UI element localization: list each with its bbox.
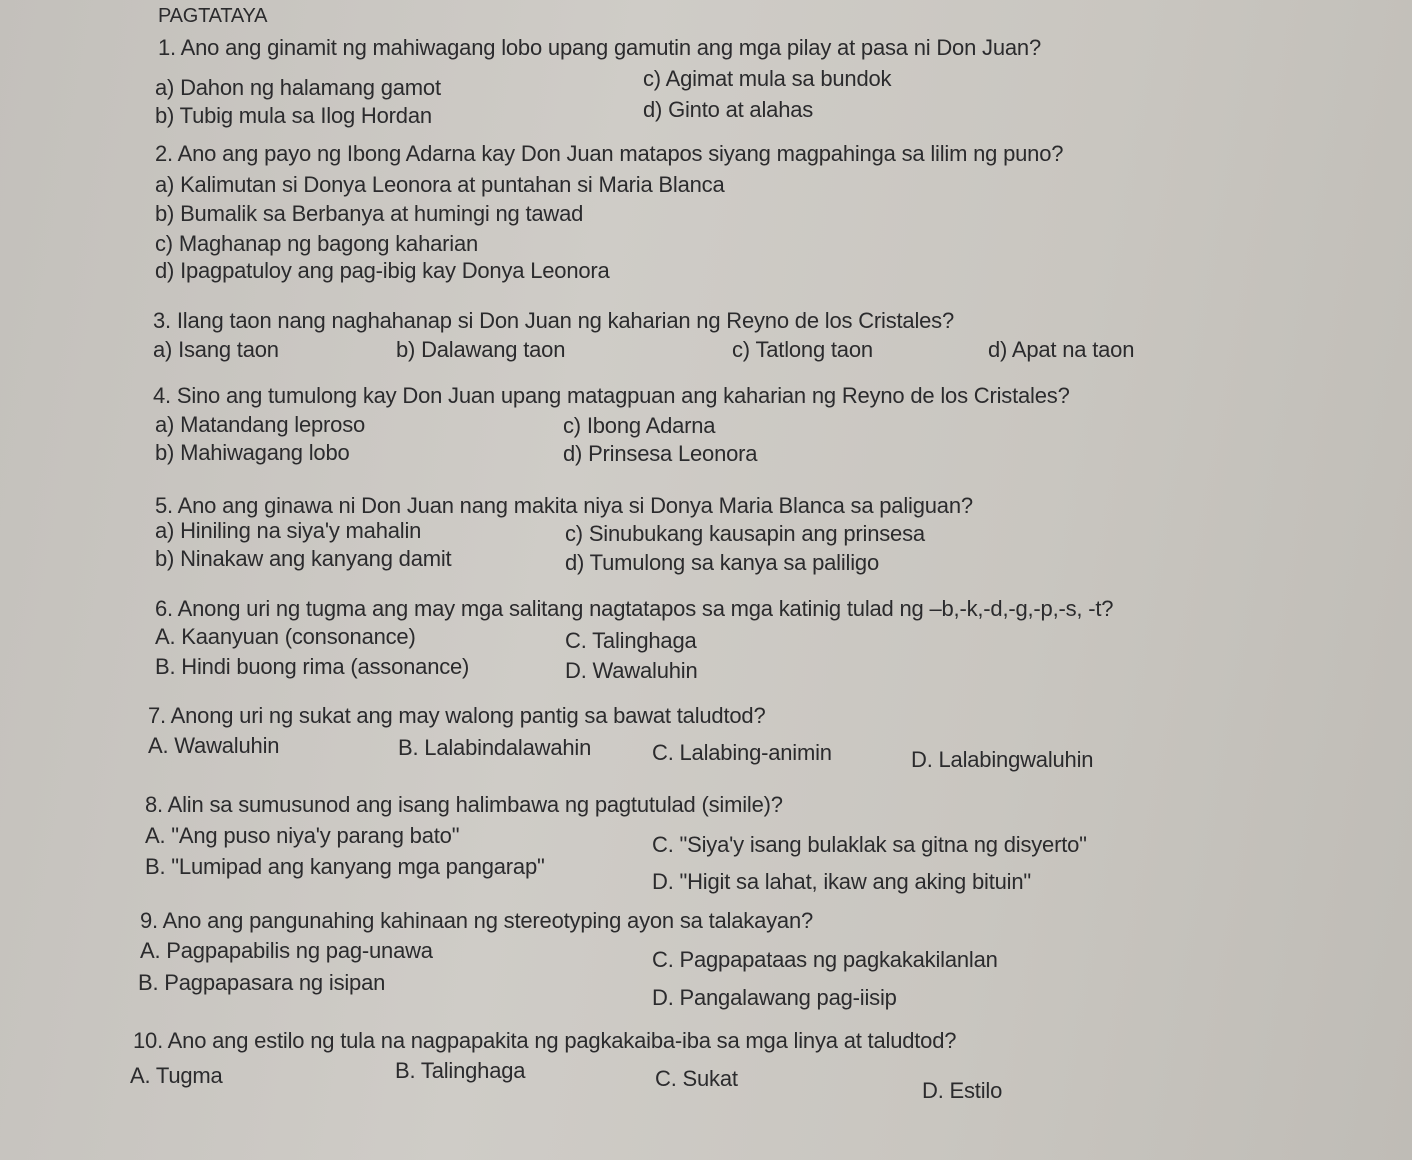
option-2a: a) Kalimutan si Donya Leonora at puntahan si Maria Blanca [155,172,725,197]
option-3c: c) Tatlong taon [732,337,873,362]
option-5a: a) Hiniling na siya'y mahalin [155,518,422,543]
option-3a: a) Isang taon [153,337,279,362]
worksheet-title: PAGTATAYA [158,5,268,27]
option-10a: A. Tugma [130,1063,223,1088]
option-6c: C. Talinghaga [565,628,697,653]
option-2c: c) Maghanap ng bagong kaharian [155,231,479,256]
option-2d: d) Ipagpatuloy ang pag-ibig kay Donya Leonora [155,258,610,283]
option-1c: c) Agimat mula sa bundok [643,66,892,91]
option-4a: a) Matandang leproso [155,412,366,437]
option-5b: b) Ninakaw ang kanyang damit [155,546,452,571]
option-5d: d) Tumulong sa kanya sa paliligo [565,550,880,575]
option-2b: b) Bumalik sa Berbanya at humingi ng tawad [155,201,584,226]
option-7c: C. Lalabing-animin [652,740,832,765]
option-9d: D. Pangalawang pag-iisip [652,985,897,1010]
question-8: 8. Alin sa sumusunod ang isang halimbawa ng pagtutulad (simile)? [145,792,783,817]
option-9a: A. Pagpapabilis ng pag-unawa [140,938,433,963]
option-8c: C. "Siya'y isang bulaklak sa gitna ng disyerto" [652,832,1087,857]
option-6d: D. Wawaluhin [565,658,698,683]
option-1a: a) Dahon ng halamang gamot [155,75,441,100]
option-8a: A. "Ang puso niya'y parang bato" [145,823,460,848]
option-3d: d) Apat na taon [988,337,1135,362]
question-10: 10. Ano ang estilo ng tula na nagpapakita ng pagkakaiba-iba sa mga linya at taludtod? [133,1028,957,1053]
option-3b: b) Dalawang taon [396,337,566,362]
question-5: 5. Ano ang ginawa ni Don Juan nang makita niya si Donya Maria Blanca sa paliguan? [155,493,973,518]
option-10d: D. Estilo [922,1078,1003,1103]
question-3: 3. Ilang taon nang naghahanap si Don Juan ng kaharian ng Reyno de los Cristales? [153,308,955,333]
question-9: 9. Ano ang pangunahing kahinaan ng stereotyping ayon sa talakayan? [140,908,814,933]
question-2: 2. Ano ang payo ng Ibong Adarna kay Don Juan matapos siyang magpahinga sa lilim ng puno? [155,141,1064,166]
option-5c: c) Sinubukang kausapin ang prinsesa [565,521,925,546]
option-7a: A. Wawaluhin [148,733,280,758]
option-10c: C. Sukat [655,1066,738,1091]
option-1b: b) Tubig mula sa Ilog Hordan [155,103,432,128]
option-1d: d) Ginto at alahas [643,97,814,122]
question-1: 1. Ano ang ginamit ng mahiwagang lobo upang gamutin ang mga pilay at pasa ni Don Juan? [158,35,1041,60]
option-9b: B. Pagpapasara ng isipan [138,970,386,995]
question-4: 4. Sino ang tumulong kay Don Juan upang matagpuan ang kaharian ng Reyno de los Cristales? [153,383,1070,408]
option-10b: B. Talinghaga [395,1058,526,1083]
option-7b: B. Lalabindalawahin [398,735,592,760]
option-4c: c) Ibong Adarna [563,413,716,438]
option-9c: C. Pagpapataas ng pagkakakilanlan [652,947,998,972]
option-4d: d) Prinsesa Leonora [563,441,758,466]
option-4b: b) Mahiwagang lobo [155,440,350,465]
option-6a: A. Kaanyuan (consonance) [155,624,416,649]
option-8d: D. "Higit sa lahat, ikaw ang aking bituin" [652,869,1031,894]
question-7: 7. Anong uri ng sukat ang may walong pantig sa bawat taludtod? [148,703,766,728]
option-7d: D. Lalabingwaluhin [911,747,1094,772]
question-6: 6. Anong uri ng tugma ang may mga salitang nagtatapos sa mga katinig tulad ng –b,-k,-d,-g,-p,-s, -t? [155,596,1114,621]
option-6b: B. Hindi buong rima (assonance) [155,654,470,679]
option-8b: B. "Lumipad ang kanyang mga pangarap" [145,854,545,879]
